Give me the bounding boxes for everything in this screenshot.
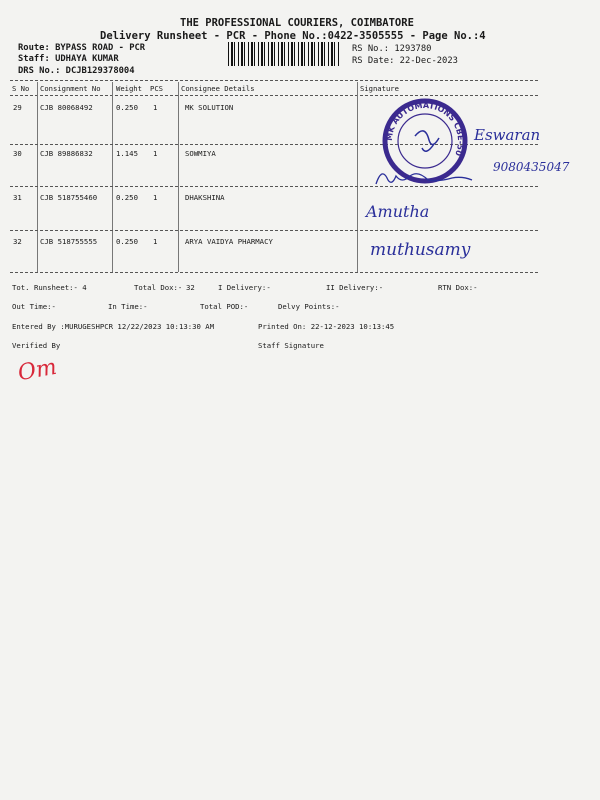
col-divider	[112, 82, 113, 272]
handwritten-signature-amutha: Amutha	[366, 202, 430, 221]
col-header-signature: Signature	[360, 84, 399, 93]
row-sno: 29	[13, 103, 22, 112]
second-delivery-label: II Delivery:-	[326, 283, 384, 292]
out-time-label: Out Time:-	[12, 302, 56, 311]
staff-label: Staff: UDHAYA KUMAR	[18, 54, 119, 64]
col-divider	[37, 82, 38, 272]
rs-number: RS No.: 1293780	[352, 44, 432, 54]
row-consignment: CJB 89886832	[40, 149, 93, 158]
stamp-text: MK AUTOMATIONS CBE-50	[384, 100, 466, 158]
row-weight: 0.250	[116, 193, 138, 202]
total-pod-label: Total POD:-	[200, 302, 249, 311]
verified-by-label: Verified By	[12, 341, 61, 350]
row-pcs: 1	[153, 103, 158, 112]
delivery-points-label: Delvy Points:-	[278, 302, 340, 311]
row-consignment: CJB 518755555	[40, 237, 98, 246]
row-sno: 31	[13, 193, 22, 202]
drs-number: DRS No.: DCJB129378004	[18, 66, 135, 76]
total-runsheet: Tot. Runsheet:- 4	[12, 283, 87, 292]
printed-on: Printed On: 22-12-2023 10:13:45	[258, 322, 395, 331]
barcode-image	[228, 42, 340, 66]
staff-signature-label: Staff Signature	[258, 341, 324, 350]
col-header-sno: S No	[12, 84, 30, 93]
row-consignee: MK SOLUTION	[185, 103, 234, 112]
rs-date: RS Date: 22-Dec-2023	[352, 56, 458, 66]
row-sno: 32	[13, 237, 22, 246]
handwritten-phone: 9080435047	[493, 160, 570, 174]
col-divider	[357, 82, 358, 272]
total-dox-value: 32	[186, 283, 195, 292]
table-bottom-rule	[10, 272, 538, 273]
runsheet-subtitle: Delivery Runsheet - PCR - Phone No.:0422-3505555 - Page No.:4	[100, 30, 486, 42]
col-header-consignment: Consignment No	[40, 84, 101, 93]
row-pcs: 1	[153, 193, 158, 202]
handwritten-signature	[372, 166, 482, 190]
col-header-weight: Weight	[116, 84, 142, 93]
verified-red-mark: Om	[16, 354, 59, 387]
company-name: THE PROFESSIONAL COURIERS, COIMBATORE	[180, 17, 414, 29]
row-consignment: CJB 80068492	[40, 103, 93, 112]
row-pcs: 1	[153, 149, 158, 158]
col-header-pcs: PCS	[150, 84, 163, 93]
row-sno: 30	[13, 149, 22, 158]
row-weight: 1.145	[116, 149, 138, 158]
handwritten-signature-muthusamy: muthusamy	[370, 240, 471, 260]
rtn-dox-label: RTN Dox:-	[438, 283, 478, 292]
col-divider	[178, 82, 179, 272]
table-top-rule	[10, 80, 538, 81]
row-consignee: ARYA VAIDYA PHARMACY	[185, 237, 273, 246]
col-header-consignee: Consignee Details	[181, 84, 255, 93]
row-consignee: DHAKSHINA	[185, 193, 225, 202]
handwritten-name: Eswaran	[474, 126, 541, 144]
row-pcs: 1	[153, 237, 158, 246]
row-rule	[10, 230, 538, 231]
route-label: Route: BYPASS ROAD - PCR	[18, 43, 146, 53]
row-consignment: CJB 518755460	[40, 193, 98, 202]
entered-by: Entered By :MURUGESHPCR 12/22/2023 10:13:30 AM	[12, 322, 215, 331]
row-weight: 0.250	[116, 237, 138, 246]
total-dox-label: Total Dox:-	[134, 283, 183, 292]
first-delivery-label: I Delivery:-	[218, 283, 271, 292]
row-consignee: SOWMIYA	[185, 149, 216, 158]
row-weight: 0.250	[116, 103, 138, 112]
in-time-label: In Time:-	[108, 302, 148, 311]
